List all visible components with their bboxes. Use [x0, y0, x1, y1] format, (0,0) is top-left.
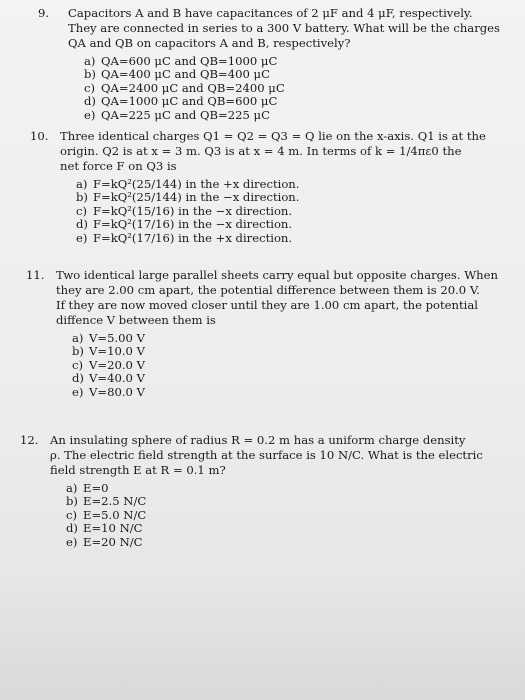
- option-a: a) V=5.00 V: [72, 331, 145, 345]
- question-10: [30, 129, 510, 245]
- option-b: b) F=kQ²(25/144) in the −x direction.: [76, 190, 300, 205]
- question-11: [26, 268, 511, 399]
- question-12: [20, 433, 510, 549]
- question-text: An insulating sphere of radius R = 0.2 m has a uniform charge density ρ. The electric field strength at the surface is 10 N/C. What is the electric field strength E at R = 0.1 m?: [50, 433, 483, 477]
- option-a: a) E=0: [66, 481, 109, 495]
- options-list: [84, 55, 508, 122]
- option-a: a) QA=600 μC and QB=1000 μC: [84, 54, 278, 68]
- option-b: b) QA=400 μC and QB=400 μC: [84, 67, 270, 82]
- option-e: e) V=80.0 V: [72, 384, 145, 399]
- options-list: [66, 482, 510, 549]
- option-c: c) E=5.0 N/C: [66, 507, 147, 522]
- question-text: Capacitors A and B have capacitances of 2 μF and 4 μF, respectively. They are connected in series to a 300 V battery. What will be the charges QA and QB on capacitors A and B, respectively?: [68, 6, 500, 50]
- question-number: 10.: [30, 129, 49, 143]
- option-b: b) V=10.0 V: [72, 344, 145, 359]
- option-c: c) V=20.0 V: [72, 357, 145, 372]
- option-c: c) QA=2400 μC and QB=2400 μC: [84, 80, 285, 95]
- option-d: d) E=10 N/C: [66, 521, 143, 536]
- question-text: Three identical charges Q1 = Q2 = Q3 = Q lie on the x-axis. Q1 is at the origin. Q2 is at x = 3 m. Q3 is at x = 4 m. In terms of k = 1/4πε0 the net force F on Q3 is: [60, 129, 486, 173]
- option-e: e) E=20 N/C: [66, 534, 143, 549]
- question-9: [38, 6, 508, 122]
- options-list: [72, 332, 511, 399]
- question-number: 9.: [38, 6, 50, 20]
- option-b: b) E=2.5 N/C: [66, 494, 147, 509]
- option-a: a) F=kQ²(25/144) in the +x direction.: [76, 177, 300, 191]
- option-e: e) QA=225 μC and QB=225 μC: [84, 107, 270, 122]
- option-d: d) QA=1000 μC and QB=600 μC: [84, 94, 278, 109]
- question-number: 11.: [26, 268, 45, 282]
- paper-shading: [0, 580, 525, 700]
- options-list: [76, 178, 510, 245]
- option-c: c) F=kQ²(15/16) in the −x direction.: [76, 203, 293, 218]
- option-d: d) F=kQ²(17/16) in the −x direction.: [76, 217, 293, 232]
- question-text: Two identical large parallel sheets carry equal but opposite charges. When they are 2.00 cm apart, the potential difference between them is 20.0 V. If they are now moved closer until they are 1.00 cm apart, the potential diffence V between them is: [56, 268, 498, 327]
- question-number: 12.: [20, 433, 39, 447]
- option-e: e) F=kQ²(17/16) in the +x direction.: [76, 230, 293, 245]
- option-d: d) V=40.0 V: [72, 371, 145, 386]
